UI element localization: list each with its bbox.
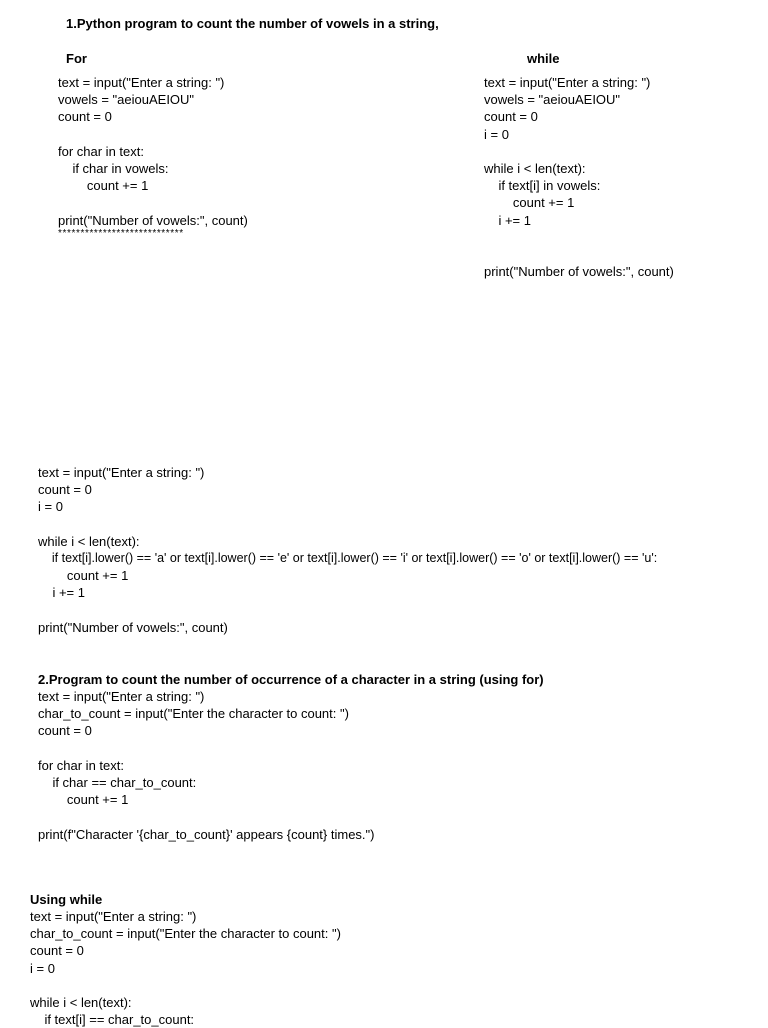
code-line: count += 1 [38,568,129,584]
code-line [484,246,674,263]
code-line: i = 0 [484,126,509,142]
code-line: count = 0 [30,943,84,959]
code-line: if text[i].lower() == 'a' or text[i].lower() == 'e' or text[i].lower() == 'i' or text[i].lower() == 'o' or text[i].lower() == 'u': [38,550,658,565]
vowel-while-code-block [484,74,674,280]
section1-title-text: 1.Python program to count the number of vowels in a string, [66,16,439,31]
using-while-heading-text: Using while [30,892,103,907]
code-line: i += 1 [484,212,531,228]
code-line [30,977,341,994]
code-line [484,229,674,246]
code-line [58,194,248,211]
code-line: text = input("Enter a string: ") [58,75,225,90]
code-line: if text[i] == char_to_count: [30,1012,195,1028]
section2-title-text: 2.Program to count the number of occurrence of a character in a string (using for) [38,672,544,687]
vowel-for-code-block [58,74,248,239]
code-line: print("Number of vowels:", count) [38,619,228,635]
code-line: while i < len(text): [484,160,586,176]
char-count-while-code-block [30,908,341,1028]
vowel-alt-while-code-block [38,464,657,636]
code-line [58,126,248,143]
code-line [38,740,375,757]
code-line: count = 0 [484,109,538,125]
code-line: text = input("Enter a string: ") [30,909,197,924]
code-line: text = input("Enter a string: ") [38,689,205,704]
code-line [38,808,375,825]
section2-title [38,671,544,688]
code-line: print("Number of vowels:", count) [58,212,248,228]
code-line: i = 0 [38,499,63,515]
code-line: i = 0 [30,960,55,976]
code-line: vowels = "aeiouAEIOU" [58,92,195,108]
code-line: print("Number of vowels:", count) [484,264,674,280]
code-line: vowels = "aeiouAEIOU" [484,92,621,108]
code-line: count = 0 [38,723,92,739]
code-line [38,516,657,533]
code-line [484,143,674,160]
code-line: text = input("Enter a string: ") [38,465,205,480]
for-heading [66,50,87,67]
code-line: char_to_count = input("Enter the character to count: ") [30,926,341,942]
code-line: i += 1 [38,585,85,601]
asterisk-separator: **************************** [58,228,184,239]
char-count-for-code-block [38,688,375,843]
code-line: if char in vowels: [58,160,169,176]
code-line: count += 1 [484,195,575,211]
code-line: while i < len(text): [38,533,140,549]
code-line: count = 0 [38,482,92,498]
while-heading [527,50,560,67]
code-line: print(f"Character '{char_to_count}' appears {count} times.") [38,826,375,842]
code-line: text = input("Enter a string: ") [484,75,651,90]
code-line: for char in text: [38,757,124,773]
code-line: if char == char_to_count: [38,774,197,790]
code-line: char_to_count = input("Enter the character to count: ") [38,706,349,722]
code-line: count += 1 [58,178,149,194]
using-while-heading [30,891,102,908]
code-line: for char in text: [58,143,144,159]
for-heading-text: For [66,51,87,66]
code-line: if text[i] in vowels: [484,178,601,194]
code-line: count += 1 [38,792,129,808]
code-line: while i < len(text): [30,994,132,1010]
while-heading-text: while [527,51,560,66]
code-line [38,602,657,619]
code-line: count = 0 [58,109,112,125]
section1-title [66,15,439,32]
